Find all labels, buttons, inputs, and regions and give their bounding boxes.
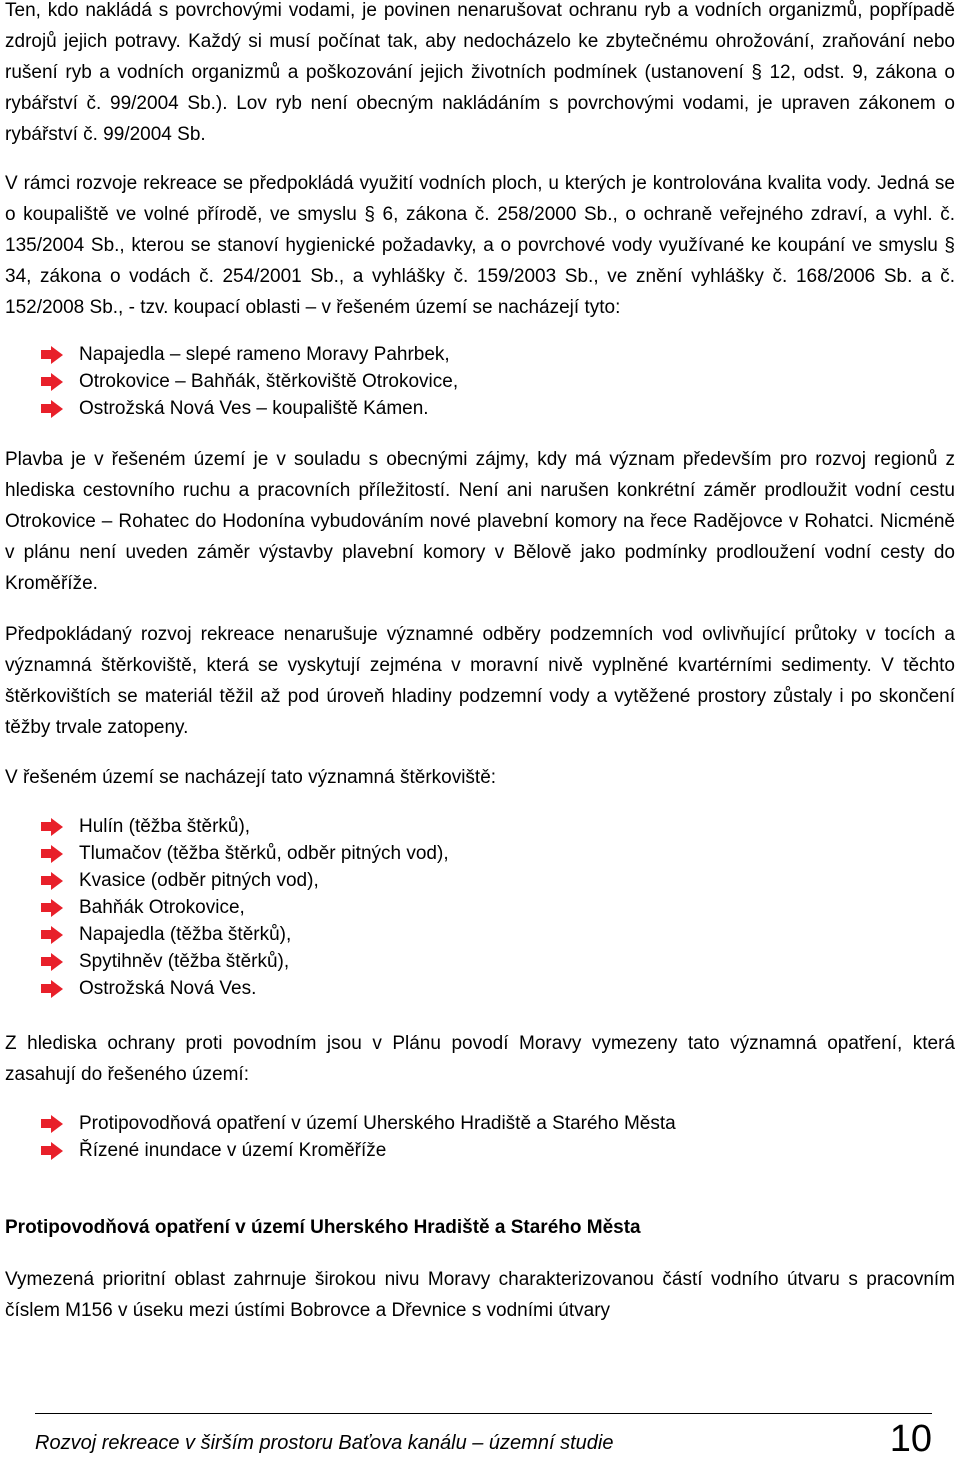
red-arrow-bullet-icon <box>41 872 63 890</box>
list-item: Tlumačov (těžba štěrků, odběr pitných vod), <box>5 840 955 867</box>
paragraph-groundwater: Předpokládaný rozvoj rekreace nenarušuje významné odběry podzemních vod ovlivňující průtoky v tocích a významná štěrkoviště, která se vyskytují zejména v moravní nivě vyplněné kvartérními sedimenty. V těchto štěrkovištích se materiál těžil až pod úroveň hladiny podzemní vody a vytěžené prostory zůstaly i po skončení těžby trvale zatopeny. <box>5 624 955 738</box>
section-heading: Protipovodňová opatření v území Uherského Hradiště a Starého Města <box>5 1217 641 1238</box>
red-arrow-bullet-icon <box>41 953 63 971</box>
list-item: Napajedla – slepé rameno Moravy Pahrbek, <box>5 341 955 368</box>
bathing-areas-list <box>5 341 955 422</box>
gravel-pits-list <box>5 813 955 1002</box>
list-item: Kvasice (odběr pitných vod), <box>5 867 955 894</box>
page-footer <box>35 1413 932 1460</box>
paragraph-fishing: Ten, kdo nakládá s povrchovými vodami, je povinen nenarušovat ochranu ryb a vodních organizmů, popřípadě zdrojů jejich potravy. Každý si musí počínat tak, aby nedocházelo ke zbytečnému ohrožování, zraňování nebo rušení ryb a vodních organizmů a poškozování jejich životních podmínek (ustanovení § 12, odst. 9, zákona o rybářství č. 99/2004 Sb.). Lov ryb není obecným nakládáním s povrchovými vodami, je upraven zákonem o rybářství č. 99/2004 Sb. <box>5 0 955 145</box>
red-arrow-bullet-icon <box>41 346 63 364</box>
footer-title: Rozvoj rekreace v širším prostoru Baťova kanálu – územní studie <box>35 1432 614 1454</box>
paragraph-gravel-intro: V řešeném území se nacházejí tato významná štěrkoviště: <box>5 767 497 788</box>
red-arrow-bullet-icon <box>41 980 63 998</box>
red-arrow-bullet-icon <box>41 1115 63 1133</box>
list-item: Napajedla (těžba štěrků), <box>5 921 955 948</box>
red-arrow-bullet-icon <box>41 818 63 836</box>
list-item: Řízené inundace v území Kroměříže <box>5 1137 955 1164</box>
red-arrow-bullet-icon <box>41 1142 63 1160</box>
red-arrow-bullet-icon <box>41 899 63 917</box>
red-arrow-bullet-icon <box>41 400 63 418</box>
list-item: Ostrožská Nová Ves. <box>5 975 955 1002</box>
paragraph-recreation: V rámci rozvoje rekreace se předpokládá využití vodních ploch, u kterých je kontrolována kvalita vody. Jedná se o koupaliště ve volné přírodě, ve smyslu § 6, zákona č. 258/2000 Sb., o ochraně veřejného zdraví, a vyhl. č. 135/2004 Sb., kterou se stanoví hygienické požadavky, a o povrchové vody využívané ke koupání ve smyslu § 34, zákona o vodách č. 254/2001 Sb., a vyhlášky č. 159/2003 Sb., ve znění vyhlášky č. 168/2006 Sb. a č. 152/2008 Sb., - tzv. koupací oblasti – v řešeném území se nacházejí tyto: <box>5 173 955 318</box>
list-item: Protipovodňová opatření v území Uherského Hradiště a Starého Města <box>5 1110 955 1137</box>
list-item: Otrokovice – Bahňák, štěrkoviště Otrokovice, <box>5 368 955 395</box>
red-arrow-bullet-icon <box>41 926 63 944</box>
page-number: 10 <box>889 1418 932 1460</box>
red-arrow-bullet-icon <box>41 845 63 863</box>
list-item: Spytihněv (těžba štěrků), <box>5 948 955 975</box>
red-arrow-bullet-icon <box>41 373 63 391</box>
flood-measures-list <box>5 1110 955 1164</box>
paragraph-priority-area: Vymezená prioritní oblast zahrnuje širokou nivu Moravy charakterizovanou částí vodního útvaru s pracovním číslem M156 v úseku mezi ústími Bobrovce a Dřevnice s vodními útvary <box>5 1269 955 1321</box>
paragraph-flood-intro: Z hlediska ochrany proti povodním jsou v Plánu povodí Moravy vymezeny tato významná opatření, která zasahují do řešeného území: <box>5 1033 955 1085</box>
list-item: Ostrožská Nová Ves – koupaliště Kámen. <box>5 395 955 422</box>
document-page <box>5 0 955 1326</box>
list-item: Bahňák Otrokovice, <box>5 894 955 921</box>
paragraph-navigation: Plavba je v řešeném území je v souladu s obecnými zájmy, kdy má význam především pro rozvoj regionů z hlediska cestovního ruchu a pracovních příležitostí. Není ani narušen konkrétní záměr prodloužit vodní cestu Otrokovice – Rohatec do Hodonína vybudováním nové plavební komory na řece Radějovce v Rohatci. Nicméně v plánu není uveden záměr výstavby plavební komory v Bělově jako podmínky prodloužení vodní cesty do Kroměříže. <box>5 449 955 594</box>
list-item: Hulín (těžba štěrků), <box>5 813 955 840</box>
